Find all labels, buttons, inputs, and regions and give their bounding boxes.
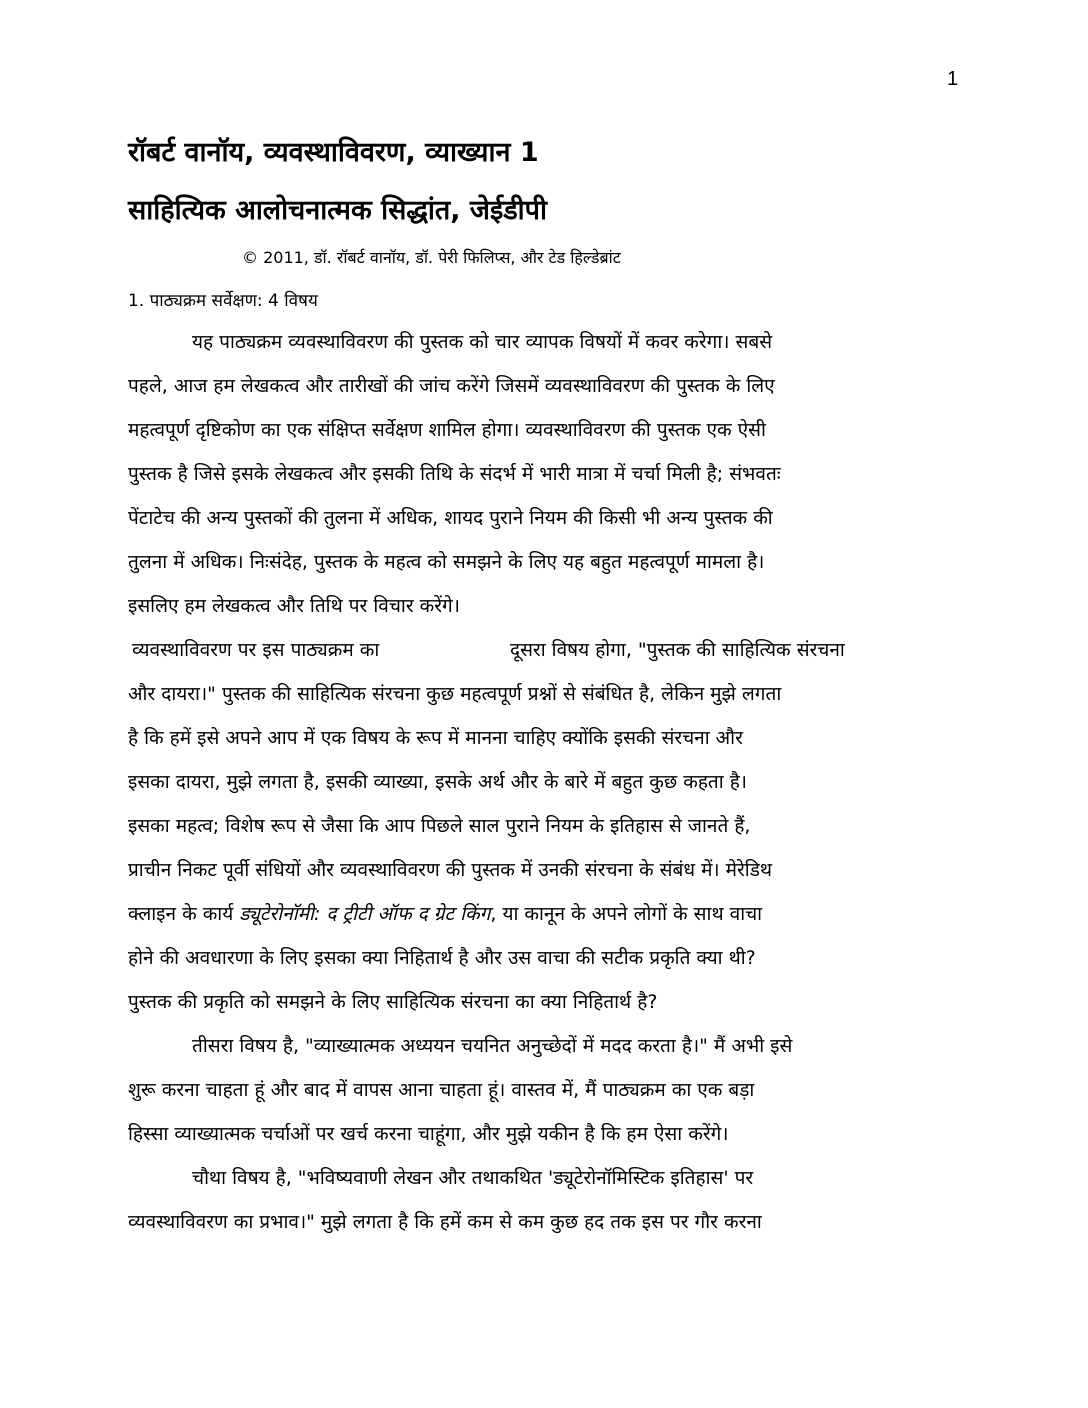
paragraph-line: महत्वपूर्ण दृष्टिकोण का एक संक्षिप्त सर्वेक्षण शामिल होगा। व्यवस्थाविवरण की पुस्तक एक ऐसी [128,419,766,441]
paragraph-line: और दायरा।" पुस्तक की साहित्यिक संरचना कुछ महत्वपूर्ण प्रश्नों से संबंधित है, लेकिन मुझे लगता [128,683,782,705]
paragraph-line: चौथा विषय है, "भविष्यवाणी लेखन और तथाकथित 'ड्यूटेरोनॉमिस्टिक इतिहास' पर [192,1167,754,1189]
paragraph-line: पहले, आज हम लेखकत्व और तारीखों की जांच करेंगे जिसमें व्यवस्थाविवरण की पुस्तक के लिए [128,375,775,397]
citation-suffix: , या कानून के अपने लोगों के साथ वाचा [490,903,763,925]
paragraph-line: व्यवस्थाविवरण का प्रभाव।" मुझे लगता है कि हमें कम से कम कुछ हद तक इस पर गौर करना [128,1211,762,1233]
paragraph-line: हिस्सा व्याख्यात्मक चर्चाओं पर खर्च करना चाहूंगा, और मुझे यकीन है कि हम ऐसा करेंगे। [128,1123,729,1145]
page-title: रॉबर्ट वानॉय, व्यवस्थाविवरण, व्याख्यान 1 [128,137,539,168]
paragraph-line: प्राचीन निकट पूर्वी संधियों और व्यवस्थाविवरण की पुस्तक में उनकी संरचना के संबंध में। मेरेडिथ [128,859,773,881]
paragraph-line: पुस्तक है जिसे इसके लेखकत्व और इसकी तिथि के संदर्भ में भारी मात्रा में चर्चा मिली है; संभवतः [128,463,781,485]
section-heading: 1. पाठ्यक्रम सर्वेक्षण: 4 विषय [128,291,318,311]
paragraph-line: इसलिए हम लेखकत्व और तिथि पर विचार करेंगे। [128,595,460,617]
page-number: 1 [947,68,959,90]
paragraph-line-right: दूसरा विषय होगा, "पुस्तक की साहित्यिक संरचना [510,639,845,661]
paragraph-line-with-citation [128,902,762,926]
paragraph-line: है कि हमें इसे अपने आप में एक विषय के रूप में मानना चाहिए क्योंकि इसकी संरचना और [128,727,743,749]
paragraph-line: होने की अवधारणा के लिए इसका क्या निहितार्थ है और उस वाचा की सटीक प्रकृति क्या थी? [128,947,756,969]
paragraph-line: यह पाठ्यक्रम व्यवस्थाविवरण की पुस्तक को चार व्यापक विषयों में कवर करेगा। सबसे [192,331,773,353]
paragraph-line-left: व्यवस्थाविवरण पर इस पाठ्यक्रम का [132,639,380,661]
citation-prefix: क्लाइन के कार्य [128,903,240,925]
copyright-line: © 2011, डॉ. रॉबर्ट वानॉय, डॉ. पेरी फिलिप्स, और टेड हिल्डेब्रांट [242,248,621,267]
paragraph-line: पुस्तक की प्रकृति को समझने के लिए साहित्यिक संरचना का क्या निहितार्थ है? [128,991,658,1013]
paragraph-line: इसका महत्व; विशेष रूप से जैसा कि आप पिछले साल पुराने नियम के इतिहास से जानते हैं, [128,815,751,837]
book-title: ड्यूटेरोनॉमी: द ट्रीटी ऑफ द ग्रेट किंग [239,903,491,925]
paragraph-line: शुरू करना चाहता हूं और बाद में वापस आना चाहता हूं। वास्तव में, मैं पाठ्यक्रम का एक बड़ा [128,1079,755,1101]
paragraph-line: तीसरा विषय है, "व्याख्यात्मक अध्ययन चयनित अनुच्छेदों में मदद करता है।" मैं अभी इसे [192,1035,793,1057]
paragraph-line: इसका दायरा, मुझे लगता है, इसकी व्याख्या, इसके अर्थ और के बारे में बहुत कुछ कहता है। [128,771,748,793]
page-subtitle: साहित्यिक आलोचनात्मक सिद्धांत, जेईडीपी [128,195,547,226]
paragraph-line: तुलना में अधिक। निःसंदेह, पुस्तक के महत्व को समझने के लिए यह बहुत महत्वपूर्ण मामला है। [128,551,765,573]
paragraph-line: पेंटाटेच की अन्य पुस्तकों की तुलना में अधिक, शायद पुराने नियम की किसी भी अन्य पुस्तक की [128,507,773,529]
